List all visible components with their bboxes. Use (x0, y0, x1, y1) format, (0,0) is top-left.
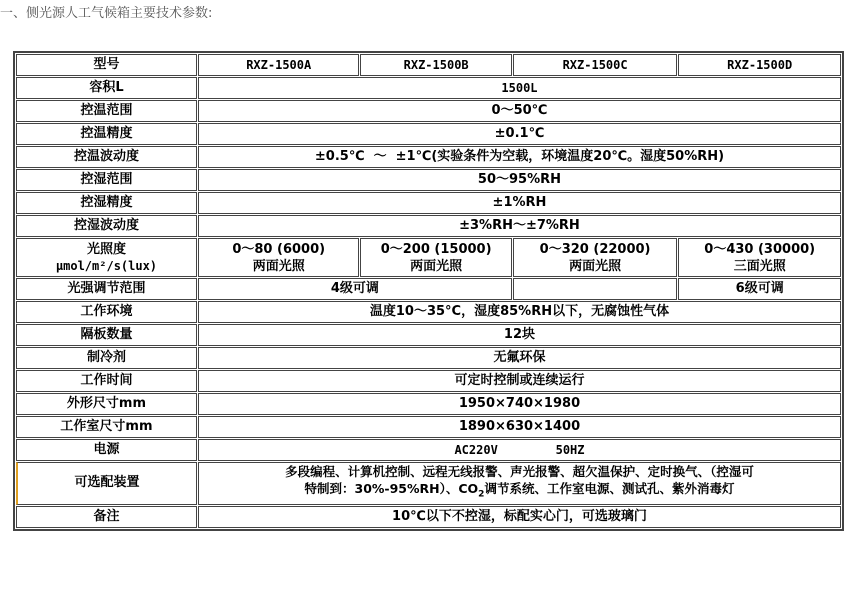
model-c: RXZ-1500C (513, 54, 678, 76)
remarks-label: 备注 (16, 506, 197, 528)
outer-size-value: 1950×740×1980 (198, 393, 841, 415)
humidity-accuracy-label: 控湿精度 (16, 192, 197, 214)
spec-table (15, 53, 842, 529)
illuminance-d-range: 0～430 (30000) (704, 241, 816, 257)
table-row-temp-accuracy (16, 123, 841, 145)
shelves-label: 隔板数量 (16, 324, 197, 346)
light-adjust-d: 6级可调 (678, 278, 841, 300)
table-row-work-env (16, 301, 841, 323)
table-row-temp-range (16, 100, 841, 122)
table-row-work-time (16, 370, 841, 392)
illuminance-a-sides: 两面光照 (252, 258, 305, 274)
table-row-refrigerant (16, 347, 841, 369)
humidity-range-label: 控湿范围 (16, 169, 197, 191)
temp-fluctuation-label: 控温波动度 (16, 146, 197, 168)
volume-label: 容积L (16, 77, 197, 99)
humidity-fluctuation-label: 控湿波动度 (16, 215, 197, 237)
temp-range-value: 0～50℃ (198, 100, 841, 122)
power-value: AC220V 50HZ (198, 439, 841, 461)
humidity-fluctuation-value: ±3%RH～±7%RH (198, 215, 841, 237)
refrigerant-value: 无氟环保 (198, 347, 841, 369)
table-row-shelves (16, 324, 841, 346)
options-value (198, 462, 841, 505)
humidity-accuracy-value: ±1%RH (198, 192, 841, 214)
illuminance-c (513, 238, 678, 277)
temp-accuracy-label: 控温精度 (16, 123, 197, 145)
table-row-humidity-accuracy (16, 192, 841, 214)
illuminance-c-sides: 两面光照 (569, 258, 622, 274)
shelves-value: 12块 (198, 324, 841, 346)
table-row-temp-fluctuation (16, 146, 841, 168)
illuminance-a-range: 0～80 (6000) (232, 241, 326, 257)
refrigerant-label: 制冷剂 (16, 347, 197, 369)
illuminance-d (678, 238, 841, 277)
work-env-label: 工作环境 (16, 301, 197, 323)
illuminance-label (16, 238, 197, 277)
temp-accuracy-value: ±0.1℃ (198, 123, 841, 145)
table-row-remarks (16, 506, 841, 528)
outer-size-label: 外形尺寸mm (16, 393, 197, 415)
table-row-power (16, 439, 841, 461)
model-label: 型号 (16, 54, 197, 76)
illuminance-b-range: 0～200 (15000) (380, 241, 492, 257)
model-d: RXZ-1500D (678, 54, 841, 76)
light-adjust-label: 光强调节范围 (16, 278, 197, 300)
illuminance-label-line1: 光照度 (86, 241, 126, 257)
table-row-volume (16, 77, 841, 99)
volume-value: 1500L (198, 77, 841, 99)
illuminance-c-range: 0～320 (22000) (539, 241, 651, 257)
options-line2-post: 调节系统、工作室电源、测试孔、紫外消毒灯 (484, 481, 735, 496)
model-b: RXZ-1500B (360, 54, 511, 76)
table-row-humidity-fluctuation (16, 215, 841, 237)
humidity-range-value: 50～95%RH (198, 169, 841, 191)
spec-table-frame (13, 51, 844, 531)
work-env-value: 温度10～35°C，湿度85%RH以下，无腐蚀性气体 (198, 301, 841, 323)
power-label: 电源 (16, 439, 197, 461)
table-row-humidity-range (16, 169, 841, 191)
options-line2-sub: 2 (478, 489, 485, 500)
work-time-value: 可定时控制或连续运行 (198, 370, 841, 392)
remarks-value: 10℃以下不控湿，标配实心门，可选玻璃门 (198, 506, 841, 528)
illuminance-b-sides: 两面光照 (410, 258, 463, 274)
illuminance-label-line2: μmol/m²/s(lux) (55, 258, 158, 273)
light-adjust-abc: 4级可调 (198, 278, 512, 300)
illuminance-d-sides: 三面光照 (733, 258, 786, 274)
options-line1: 多段编程、计算机控制、远程无线报警、声光报警、超欠温保护、定时换气、（控湿可 (285, 464, 754, 479)
temp-fluctuation-value: ±0.5℃ ～ ±1℃(实验条件为空载，环境温度20℃。湿度50%RH) (198, 146, 841, 168)
table-row-light-adjust (16, 278, 841, 300)
section-heading: 一、侧光源人工气候箱主要技术参数: (0, 6, 213, 21)
model-a: RXZ-1500A (198, 54, 360, 76)
temp-range-label: 控温范围 (16, 100, 197, 122)
options-line2 (201, 480, 838, 504)
table-row-options (16, 462, 841, 505)
inner-size-label: 工作室尺寸mm (16, 416, 197, 438)
illuminance-b (360, 238, 511, 277)
options-line2-pre: 特制到：30%-95%RH）、CO (304, 481, 479, 496)
table-row-outer-size (16, 393, 841, 415)
options-label: 可选配装置 (16, 462, 197, 505)
work-time-label: 工作时间 (16, 370, 197, 392)
table-row-model (16, 54, 841, 76)
illuminance-a (198, 238, 360, 277)
inner-size-value: 1890×630×1400 (198, 416, 841, 438)
table-row-illuminance (16, 238, 841, 277)
table-row-inner-size (16, 416, 841, 438)
light-adjust-c (513, 278, 678, 300)
